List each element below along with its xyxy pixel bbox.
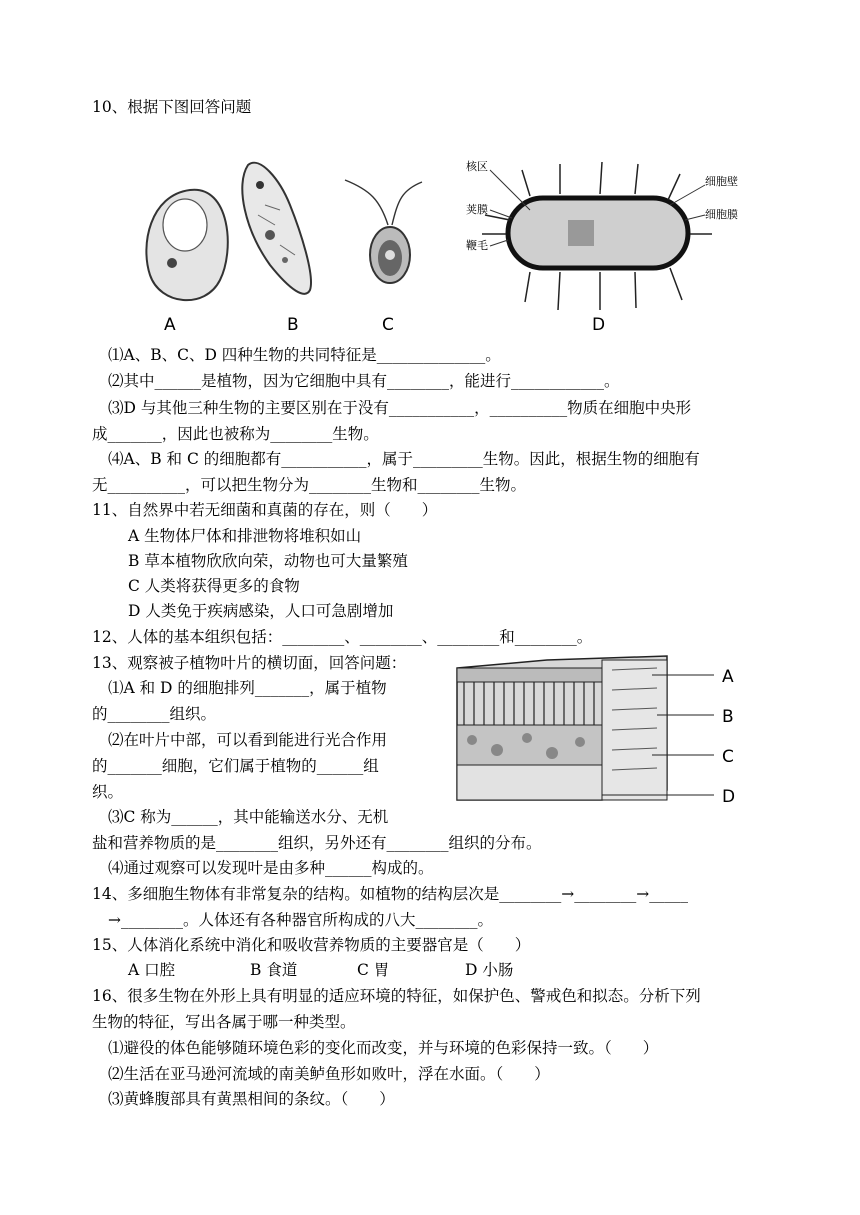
q15-option-a: A 口腔	[128, 961, 176, 979]
q10-sub1: ⑴A、B、C、D 四种生物的共同特征是______________。	[108, 346, 501, 364]
q13-s1b: 的________组织。	[92, 705, 217, 723]
callout-cell-membrane: 细胞膜	[705, 208, 738, 221]
q10-sub3b: 成_______，因此也被称为________生物。	[92, 425, 379, 443]
q14-line-b: →________。人体还有各种器官所构成的八大________。	[108, 911, 493, 929]
q15-option-b: B 食道	[250, 961, 298, 979]
q11-option-d: D 人类免于疾病感染，人口可急剧增加	[128, 602, 394, 620]
cell-b-image	[242, 163, 311, 294]
q16-s2: ⑵生活在亚马逊河流域的南美鲈鱼形如败叶，浮在水面。（ ）	[108, 1065, 550, 1083]
q15-title: 15、人体消化系统中消化和吸收营养物质的主要器官是（ ）	[92, 936, 531, 954]
q10-sub4a: ⑷A、B 和 C 的细胞都有___________，属于_________生物。因此，根据生物的细胞有	[108, 450, 700, 468]
q10-cell-figure	[130, 150, 750, 340]
q16-s1: ⑴避役的体色能够随环境色彩的变化而改变，并与环境的色彩保持一致。（ ）	[108, 1039, 659, 1057]
q13-s2b: 的_______细胞，它们属于植物的______组	[92, 757, 379, 775]
fig-label-d: D	[592, 315, 606, 335]
leaf-label-b: B	[722, 707, 734, 727]
q13-s3a: ⑶C 称为______，其中能输送水分、无机	[108, 808, 389, 826]
q13-leaf-figure	[452, 650, 752, 810]
cell-a-image	[146, 190, 227, 300]
callout-cell-wall: 细胞壁	[705, 175, 738, 188]
q13-s4: ⑷通过观察可以发现叶是由多种______构成的。	[108, 859, 434, 877]
fig-label-b: B	[287, 315, 299, 335]
q11-option-c: C 人类将获得更多的食物	[128, 577, 300, 595]
leaf-label-d: D	[722, 787, 736, 807]
q10-sub2: ⑵其中______是植物，因为它细胞中具有________，能进行____________。	[108, 372, 620, 390]
q10-sub3a: ⑶D 与其他三种生物的主要区别在于没有___________，__________物质在细胞中央形	[108, 399, 692, 417]
q13-s1a: ⑴A 和 D 的细胞排列_______，属于植物	[108, 679, 387, 697]
q13-s2c: 织。	[92, 783, 124, 801]
q16-s3: ⑶黄蜂腹部具有黄黑相间的条纹。（ ）	[108, 1090, 395, 1108]
cell-c-image	[345, 180, 422, 283]
callout-nuclear-region: 核区	[466, 160, 488, 173]
q16-line-a: 16、很多生物在外形上具有明显的适应环境的特征，如保护色、警戒色和拟态。分析下列	[92, 987, 701, 1005]
q10-sub4b: 无__________，可以把生物分为________生物和________生物。	[92, 476, 527, 494]
leaf-label-c: C	[722, 747, 734, 767]
q14-line-a: 14、多细胞生物体有非常复杂的结构。如植物的结构层次是________→________→_____	[92, 885, 688, 903]
q10-title: 10、根据下图回答问题	[92, 98, 252, 116]
q11-title: 11、自然界中若无细菌和真菌的存在，则（ ）	[92, 501, 438, 519]
cell-d-image	[466, 159, 738, 310]
q13-s2a: ⑵在叶片中部，可以看到能进行光合作用	[108, 731, 388, 749]
q15-option-c: C 胃	[357, 961, 390, 979]
q15-option-d: D 小肠	[465, 961, 514, 979]
fig-label-c: C	[382, 315, 394, 335]
q16-line-b: 生物的特征，写出各属于哪一种类型。	[92, 1013, 356, 1031]
callout-capsule: 荚膜	[466, 203, 488, 216]
q13-title: 13、观察被子植物叶片的横切面，回答问题：	[92, 654, 407, 672]
q11-option-a: A 生物体尸体和排泄物将堆积如山	[128, 527, 362, 545]
q12-title: 12、人体的基本组织包括：________、________、________和________。	[92, 628, 593, 646]
leaf-label-a: A	[722, 667, 734, 687]
q13-s3b: 盐和营养物质的是________组织，另外还有________组织的分布。	[92, 834, 542, 852]
fig-label-a: A	[164, 315, 176, 335]
q11-option-b: B 草本植物欣欣向荣，动物也可大量繁殖	[128, 552, 408, 570]
callout-flagellum: 鞭毛	[466, 239, 488, 252]
